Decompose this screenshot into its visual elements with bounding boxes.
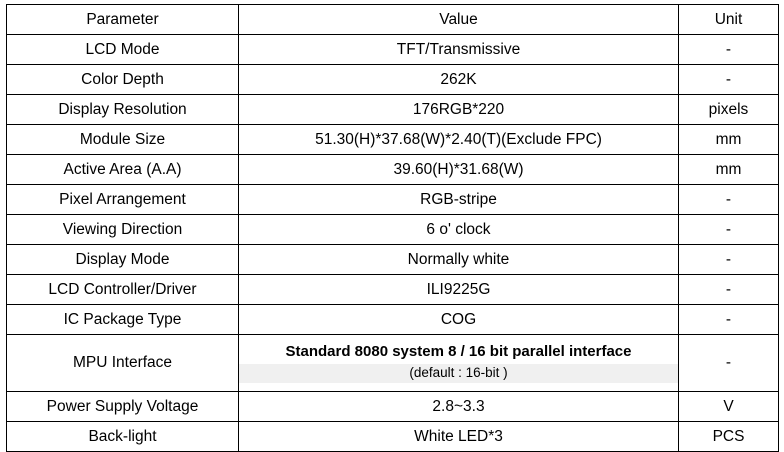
cell-parameter: LCD Controller/Driver [7,275,239,305]
cell-unit: - [679,185,779,215]
cell-unit: - [679,335,779,392]
specification-table [6,4,779,452]
cell-parameter: Power Supply Voltage [7,392,239,422]
cell-unit: - [679,245,779,275]
cell-parameter: Pixel Arrangement [7,185,239,215]
table-row [7,245,779,275]
cell-value-mpu [239,335,679,392]
mpu-interface-default-note: (default : 16-bit ) [239,364,678,383]
cell-unit: - [679,305,779,335]
cell-value: 51.30(H)*37.68(W)*2.40(T)(Exclude FPC) [239,125,679,155]
cell-parameter: Display Mode [7,245,239,275]
table-row [7,392,779,422]
cell-value: 262K [239,65,679,95]
cell-value: White LED*3 [239,422,679,452]
cell-parameter: Active Area (A.A) [7,155,239,185]
cell-parameter: Display Resolution [7,95,239,125]
table-row [7,35,779,65]
cell-unit: - [679,215,779,245]
cell-parameter: MPU Interface [7,335,239,392]
table-header [7,5,779,35]
cell-value: COG [239,305,679,335]
cell-value: 2.8~3.3 [239,392,679,422]
cell-value: Normally white [239,245,679,275]
cell-value: 176RGB*220 [239,95,679,125]
table-body [7,35,779,452]
cell-parameter: LCD Mode [7,35,239,65]
table-row [7,275,779,305]
table-row [7,95,779,125]
cell-parameter: Color Depth [7,65,239,95]
mpu-interface-main-text: Standard 8080 system 8 / 16 bit parallel interface [285,343,632,361]
cell-unit: mm [679,125,779,155]
cell-value: ILI9225G [239,275,679,305]
cell-unit: - [679,65,779,95]
cell-unit: - [679,35,779,65]
column-header-value: Value [239,5,679,35]
cell-parameter: Module Size [7,125,239,155]
column-header-unit: Unit [679,5,779,35]
cell-unit: V [679,392,779,422]
cell-parameter: IC Package Type [7,305,239,335]
table-row [7,422,779,452]
cell-unit: PCS [679,422,779,452]
cell-value: 39.60(H)*31.68(W) [239,155,679,185]
table-row [7,155,779,185]
table-header-row [7,5,779,35]
cell-parameter: Viewing Direction [7,215,239,245]
column-header-parameter: Parameter [7,5,239,35]
cell-unit: pixels [679,95,779,125]
table-row [7,125,779,155]
table-row-mpu-interface [7,335,779,392]
cell-parameter: Back-light [7,422,239,452]
cell-value: RGB-stripe [239,185,679,215]
cell-value: TFT/Transmissive [239,35,679,65]
table-row [7,305,779,335]
table-row [7,185,779,215]
cell-unit: - [679,275,779,305]
cell-value: 6 o' clock [239,215,679,245]
table-row [7,215,779,245]
table-row [7,65,779,95]
cell-unit: mm [679,155,779,185]
